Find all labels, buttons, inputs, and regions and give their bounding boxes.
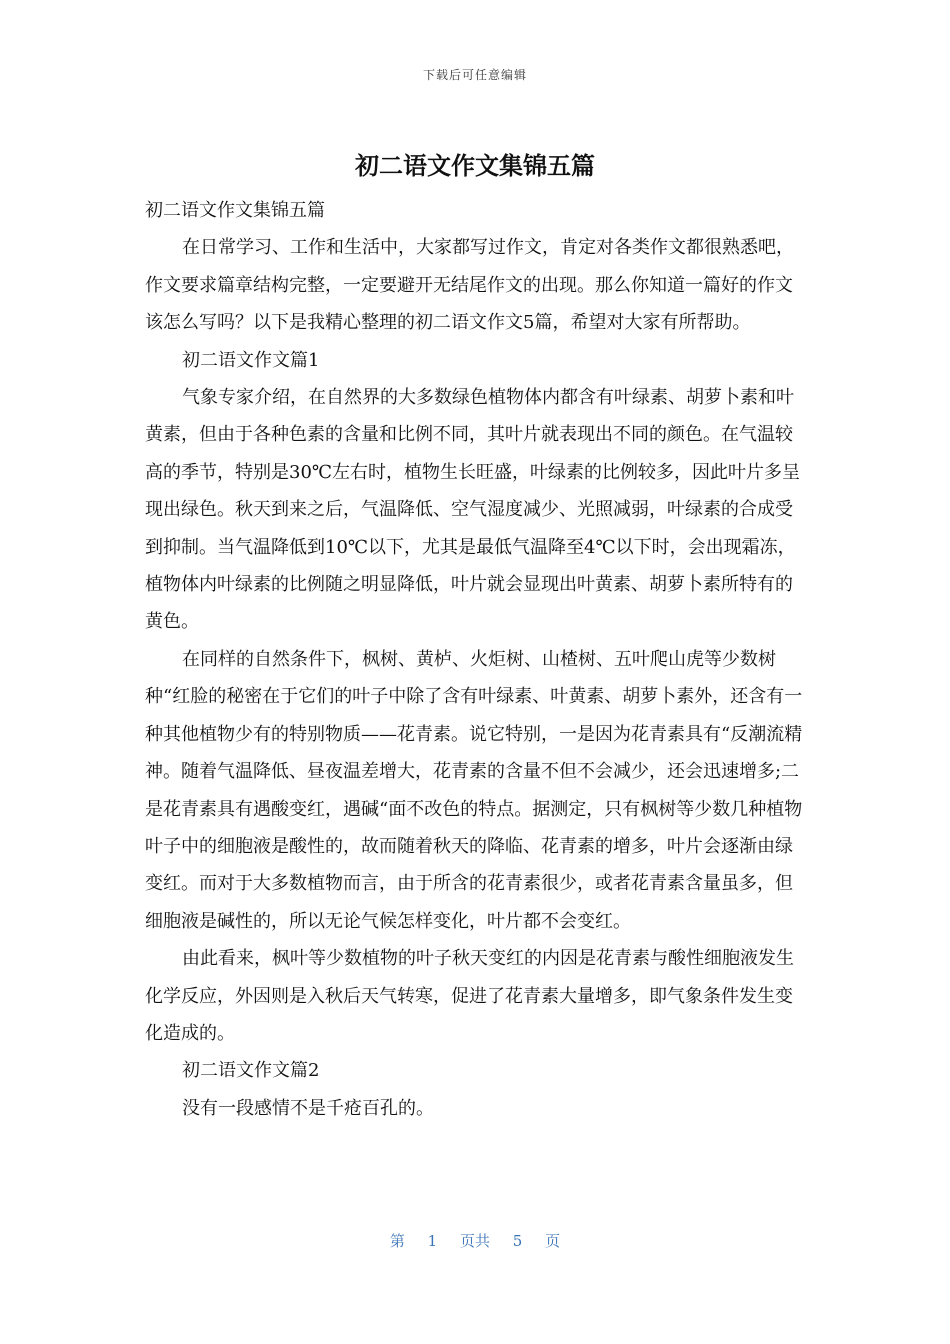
document-title: 初二语文作文集锦五篇 (355, 152, 595, 180)
body-paragraph: 由此看来，枫叶等少数植物的叶子秋天变红的内因是花青素与酸性细胞液发生化学反应，外因则是入秋后天气转寒，促进了花青素大量增多，即气象条件发生变化造成的。 (145, 948, 794, 1044)
body-paragraph: 气象专家介绍，在自然界的大多数绿色植物体内都含有叶绿素、胡萝卜素和叶黄素，但由于各种色素的含量和比例不同，其叶片就表现出不同的颜色。在气温较高的季节，特别是30℃左右时，植物生长旺盛，叶绿素的比例较多，因此叶片多呈现出绿色。秋天到来之后，气温降低、空气湿度减少、光照减弱，叶绿素的合成受到抑制。当气温降低到10℃以下，尤其是最低气温降至4℃以下时，会出现霜冻，植物体内叶绿素的比例随之明显降低，叶片就会显现出叶黄素、胡萝卜素所特有的黄色。 (145, 387, 801, 633)
body-paragraph: 在同样的自然条件下，枫树、黄栌、火炬树、山楂树、五叶爬山虎等少数树种“红脸的秘密在于它们的叶子中除了含有叶绿素、叶黄素、胡萝卜素外，还含有一种其他植物少有的特别物质——花青素。说它特别，一是因为花青素具有“反潮流精神。随着气温降低、昼夜温差增大，花青素的含量不但不会减少，还会迅速增多;二是花青素具有遇酸变红，遇碱“面不改色的特点。据测定，只有枫树等少数几种植物叶子中的细胞液是酸性的，故而随着秋天的降临、花青素的增多，叶片会逐渐由绿变红。而对于大多数植物而言，由于所含的花青素很少，或者花青素含量虽多，但细胞液是碱性的，所以无论气候怎样变化，叶片都不会变红。 (145, 648, 803, 932)
section-heading-1: 初二语文作文篇1 (182, 349, 320, 371)
total-label: 页共 (459, 1232, 490, 1250)
intro-paragraph: 在日常学习、工作和生活中，大家都写过作文，肯定对各类作文都很熟悉吧，作文要求篇章结构完整，一定要避开无结尾作文的出现。那么你知道一篇好的作文该怎么写吗？以下是我精心整理的初二语文作文5篇，希望对大家有所帮助。 (145, 237, 794, 334)
current-page-number: 1 (427, 1232, 438, 1250)
page-label: 第 (389, 1232, 405, 1250)
header-note: 下载后可任意编辑 (422, 68, 527, 82)
page-footer (0, 1230, 950, 1251)
page-end-label: 页 (545, 1232, 561, 1250)
body-paragraph: 没有一段感情不是千疮百孔的。 (182, 1097, 434, 1119)
subtitle-paragraph: 初二语文作文集锦五篇 (145, 200, 325, 221)
document-body (145, 192, 810, 1127)
total-pages-number: 5 (512, 1232, 523, 1250)
section-heading-2: 初二语文作文篇2 (182, 1060, 320, 1082)
